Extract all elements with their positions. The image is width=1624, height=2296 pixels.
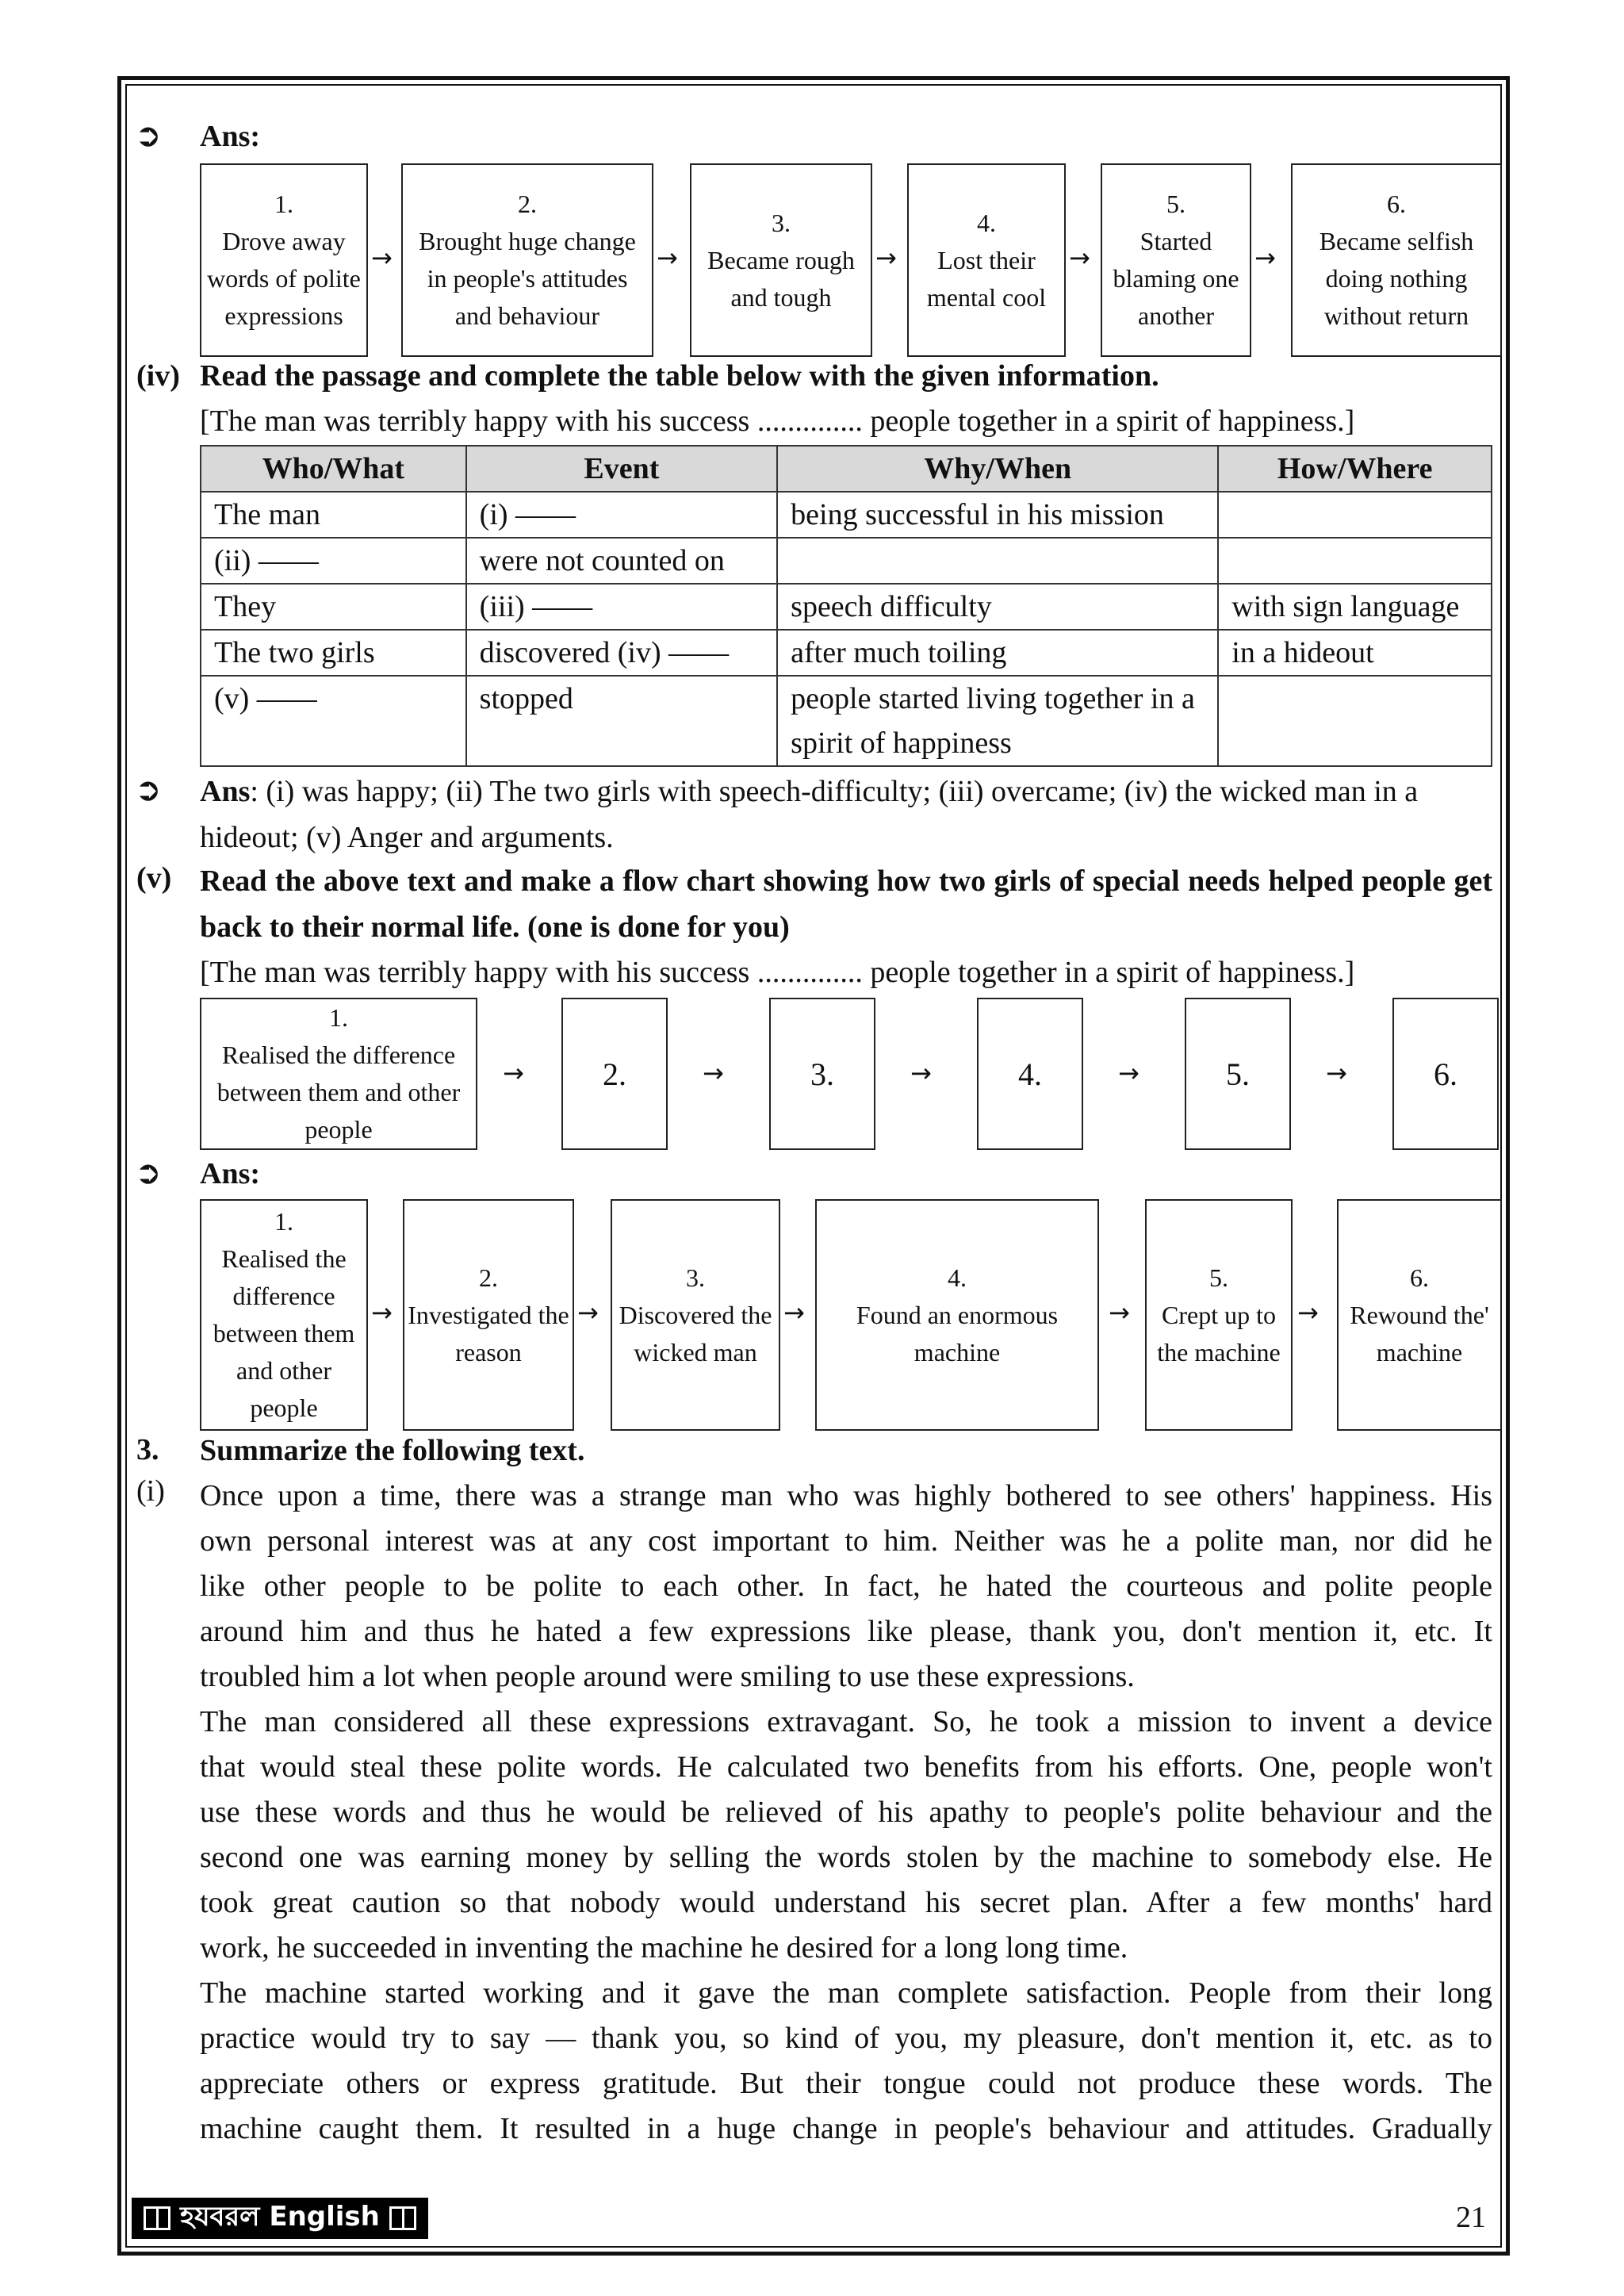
passage-line: Once upon a time, there was a strange man who was highly bothered to see others' happiness. His	[200, 1479, 1492, 1512]
flow-box-3: 3. Discovered the wicked man	[611, 1199, 780, 1431]
arrow-icon: →	[577, 1297, 599, 1328]
brand-logo	[132, 2198, 428, 2239]
arrow-icon: →	[703, 1058, 724, 1088]
passage-line: practice would try to say — thank you, so kind of you, my pleasure, don't mention it, etc. as to	[200, 2022, 1492, 2055]
passage-line: own personal interest was at any cost important to him. Neither was he a polite man, nor did he	[200, 1524, 1492, 1558]
question-number: (v)	[136, 861, 172, 895]
table-cell: people started living together in a spirit of happiness	[777, 676, 1218, 766]
table-cell: with sign language	[1218, 584, 1492, 630]
section-title: Summarize the following text.	[200, 1434, 585, 1467]
flow-box-5: 5. Started blaming one another	[1101, 163, 1251, 357]
flow-box-blank-5: 5.	[1185, 998, 1291, 1150]
passage-line: The machine started working and it gave the man complete satisfaction. People from their long	[200, 1976, 1492, 2010]
table-cell: after much toiling	[777, 630, 1218, 676]
table-cell	[777, 538, 1218, 584]
arrow-icon: →	[1118, 1058, 1139, 1088]
table-cell: (v) ——	[201, 676, 466, 766]
table-header: Who/What	[201, 446, 466, 492]
table-cell: being successful in his mission	[777, 492, 1218, 538]
table-cell: discovered (iv) ——	[466, 630, 777, 676]
brand-logo-text: হযবরল English	[180, 2200, 380, 2233]
table-cell: in a hideout	[1218, 630, 1492, 676]
arrow-icon: →	[783, 1297, 805, 1328]
flow-box-blank-2: 2.	[561, 998, 668, 1150]
book-icon	[144, 2206, 170, 2230]
table-cell: The two girls	[201, 630, 466, 676]
table-row	[201, 538, 1492, 584]
question-instruction: Read the above text and make a flow chart showing how two girls of special needs helped people get back to their normal life. (one is done for you)	[200, 864, 1492, 944]
arrow-icon: →	[1326, 1058, 1347, 1088]
table-cell	[1218, 492, 1492, 538]
section-number: 3.	[136, 1433, 159, 1466]
page-number: 21	[1456, 2201, 1486, 2234]
arrow-icon: →	[910, 1058, 932, 1088]
passage-line: use these words and thus he would be relieved of his apathy to people's polite behaviour and the	[200, 1796, 1492, 1829]
table-header: How/Where	[1218, 446, 1492, 492]
flow-box-2: 2. Brought huge change in people's attitudes and behaviour	[401, 163, 653, 357]
answer-label: Ans:	[200, 1157, 261, 1190]
passage-line: troubled him a lot when people around were smiling to use these expressions.	[200, 1660, 1135, 1693]
table-cell: (i) ——	[466, 492, 777, 538]
table-cell: stopped	[466, 676, 777, 766]
answer-arrow-icon: ➲	[135, 117, 162, 154]
flow-box-4: 4. Lost their mental cool	[907, 163, 1066, 357]
question-instruction: Read the passage and complete the table below with the given information.	[200, 359, 1159, 393]
flow-box-1: 1. Realised the difference between them and other people	[200, 1199, 368, 1431]
book-icon	[389, 2206, 416, 2230]
flow-box-2: 2. Investigated the reason	[403, 1199, 574, 1431]
table-cell: The man	[201, 492, 466, 538]
passage-line: that would steal these polite words. He calculated two benefits from his efforts. One, people won't	[200, 1750, 1492, 1784]
table-cell: (iii) ——	[466, 584, 777, 630]
flow-box-blank-6: 6.	[1392, 998, 1499, 1150]
answer-label: Ans	[200, 775, 251, 808]
table-cell	[1218, 538, 1492, 584]
table-row	[201, 630, 1492, 676]
passage-line: took great caution so that nobody would understand his secret plan. After a few months' hard	[200, 1886, 1492, 1919]
arrow-icon: →	[1297, 1297, 1319, 1328]
passage-excerpt: [The man was terribly happy with his success .............. people together in a spirit of happiness.]	[200, 956, 1355, 989]
answer-iv	[200, 769, 1492, 861]
table-header-row	[201, 446, 1492, 492]
table-cell: were not counted on	[466, 538, 777, 584]
passage-number: (i)	[136, 1474, 165, 1508]
arrow-icon: →	[657, 243, 678, 273]
arrow-icon: →	[503, 1058, 524, 1088]
passage-line: around him and thus he hated a few expressions like please, thank you, don't mention it, etc. It	[200, 1615, 1492, 1648]
arrow-icon: →	[1254, 243, 1276, 273]
flow-box-5: 5. Crept up to the machine	[1145, 1199, 1293, 1431]
table-cell: They	[201, 584, 466, 630]
flow-box-3: 3. Became rough and tough	[690, 163, 872, 357]
flow-box-1: 1. Realised the difference between them and other people	[200, 998, 477, 1150]
flow-box-4: 4. Found an enormous machine	[815, 1199, 1099, 1431]
question-number: (iv)	[136, 359, 180, 393]
passage-line: appreciate others or express gratitude. But their tongue could not produce these words. The	[200, 2067, 1492, 2100]
passage-line: machine caught them. It resulted in a huge change in people's behaviour and attitudes. Gradually	[200, 2112, 1492, 2145]
flow-box-blank-3: 3.	[769, 998, 875, 1150]
table-header: Why/When	[777, 446, 1218, 492]
table-header: Event	[466, 446, 777, 492]
arrow-icon: →	[371, 243, 393, 273]
passage-line: like other people to be polite to each other. In fact, he hated the courteous and polite people	[200, 1570, 1492, 1603]
flow-box-blank-4: 4.	[977, 998, 1083, 1150]
table-row	[201, 584, 1492, 630]
answer-arrow-icon: ➲	[135, 1155, 162, 1191]
passage-line: work, he succeeded in inventing the machine he desired for a long long time.	[200, 1931, 1128, 1964]
table-cell	[1218, 676, 1492, 766]
answer-label: Ans:	[200, 120, 261, 153]
arrow-icon: →	[1109, 1297, 1130, 1328]
flow-box-1: 1. Drove away words of polite expressions	[200, 163, 368, 357]
arrow-icon: →	[1069, 243, 1090, 273]
table-cell: speech difficulty	[777, 584, 1218, 630]
table-row	[201, 492, 1492, 538]
passage-line: The man considered all these expressions extravagant. So, he took a mission to invent a device	[200, 1705, 1492, 1738]
information-table	[200, 445, 1492, 767]
table-cell: (ii) ——	[201, 538, 466, 584]
passage-excerpt: [The man was terribly happy with his success .............. people together in a spirit of happiness.]	[200, 404, 1355, 438]
arrow-icon: →	[875, 243, 897, 273]
flow-box-6: 6. Rewound the' machine	[1337, 1199, 1502, 1431]
flow-box-6: 6. Became selfish doing nothing without return	[1291, 163, 1502, 357]
answer-text: : (i) was happy; (ii) The two girls with speech-difficulty; (iii) overcame; (iv) the wicked man in a hideout; (v) Anger and arguments.	[200, 775, 1419, 854]
table-row	[201, 676, 1492, 766]
arrow-icon: →	[371, 1297, 393, 1328]
answer-arrow-icon: ➲	[135, 772, 162, 808]
passage-line: second one was earning money by selling the words stolen by the machine to somebody else. He	[200, 1841, 1492, 1874]
